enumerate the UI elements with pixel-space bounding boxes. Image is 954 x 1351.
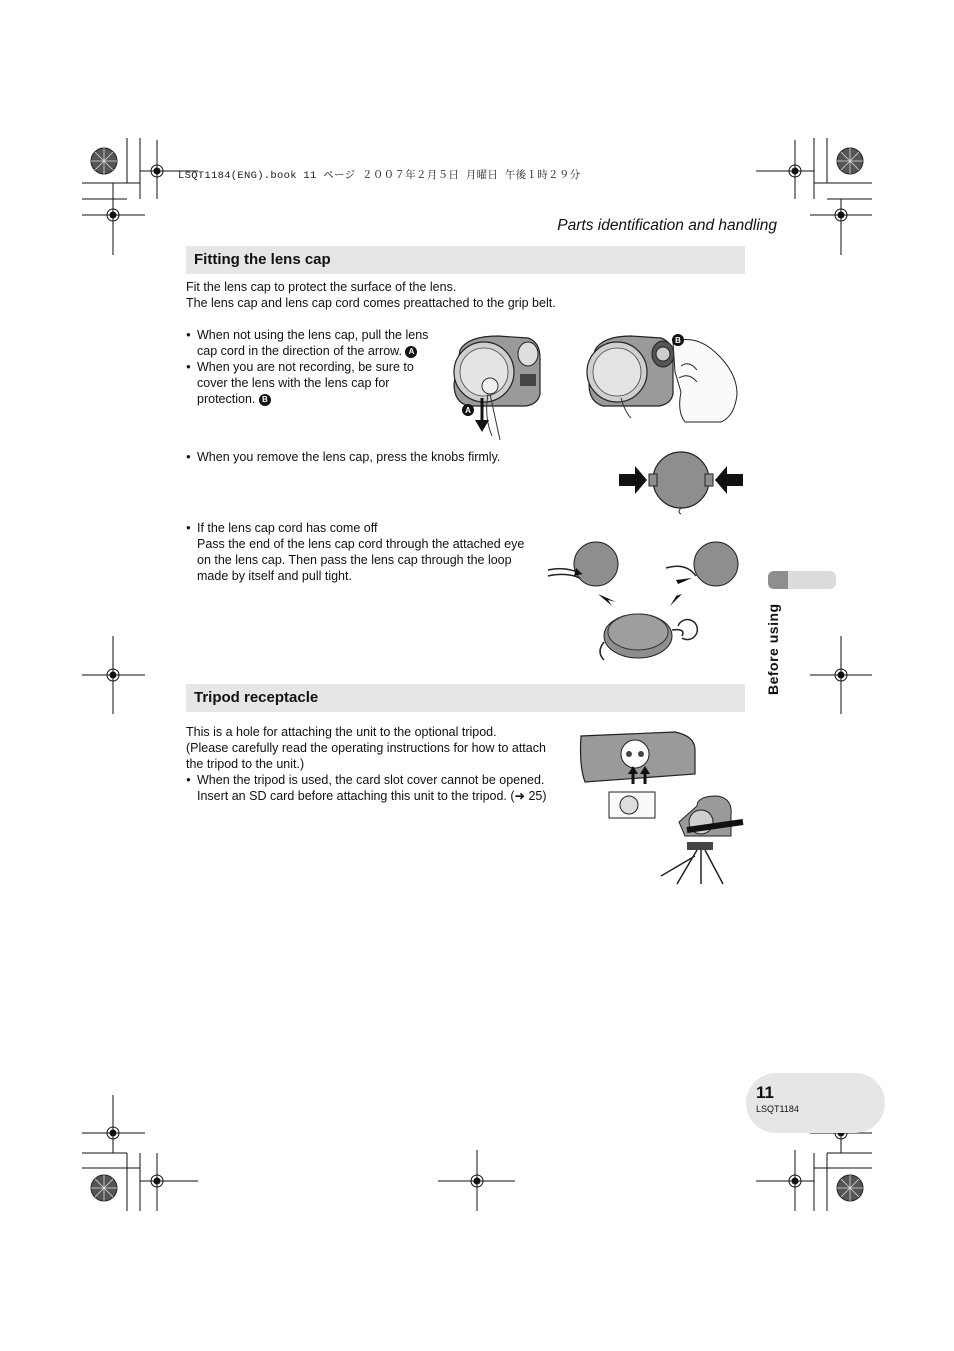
bullet-text: When you remove the lens cap, press the knobs firmly. (197, 450, 501, 464)
chapter-tab-marker (768, 571, 788, 589)
lens-cap-knobs-illustration (617, 450, 747, 515)
intro-line: This is a hole for attaching the unit to the optional tripod. (186, 725, 497, 739)
bullet-text: When you are not recording, be sure to cover the lens with the lens cap for protection. (197, 360, 414, 406)
tripod-illustration (577, 726, 747, 886)
running-head: Parts identification and handling (557, 217, 777, 234)
callout-badge-b: B (259, 394, 271, 406)
intro-line: (Please carefully read the operating instructions for how to attach the tripod to the unit.) (186, 741, 546, 771)
bullet-item (186, 520, 538, 584)
bullet-text: When the tripod is used, the card slot cover cannot be opened. Insert an SD card before attaching this unit to the tripod. (➜ 25) (197, 773, 547, 803)
lens-cap-bullets-3 (186, 520, 538, 584)
lens-cap-bullets-1 (186, 327, 438, 407)
tripod-text (186, 724, 564, 804)
cap-cord-reattach-illustration (546, 540, 746, 670)
lens-cap-bullets-2 (186, 449, 526, 465)
bullet-text: Pass the end of the lens cap cord through the attached eye on the lens cap. Then pass the lens cap through the loop made by itself and pull tight. (197, 537, 525, 583)
figure-badge-a: A (465, 406, 471, 415)
chapter-label: Before using (765, 603, 781, 695)
intro-line: The lens cap and lens cap cord comes preattached to the grip belt. (186, 296, 556, 310)
section-heading-lens-cap: Fitting the lens cap (186, 246, 745, 274)
bullet-item (186, 327, 438, 359)
model-code: LSQT1184 (756, 1104, 799, 1114)
callout-badge-a: A (405, 346, 417, 358)
bullet-item (186, 772, 564, 804)
bullet-title: ● If the lens cap cord has come off (197, 521, 378, 535)
bullet-item (186, 359, 438, 407)
camera-cap-cord-illustration (448, 332, 558, 442)
bullet-text: When not using the lens cap, pull the lens cap cord in the direction of the arrow. (197, 328, 429, 358)
bullet-item (186, 449, 526, 465)
intro-line: Fit the lens cap to protect the surface of the lens. (186, 280, 457, 294)
page-number-tab (746, 1073, 885, 1133)
print-header: LSQT1184(ENG).book 11 ページ ２００７年２月５日 月曜日 午後１時２９分 (178, 170, 581, 182)
page-number: 11 (756, 1083, 774, 1102)
figure-badge-b: B (675, 336, 681, 345)
camera-cap-fitting-illustration (585, 332, 745, 427)
section-heading-tripod: Tripod receptacle (186, 684, 745, 712)
lens-cap-intro (186, 279, 606, 311)
